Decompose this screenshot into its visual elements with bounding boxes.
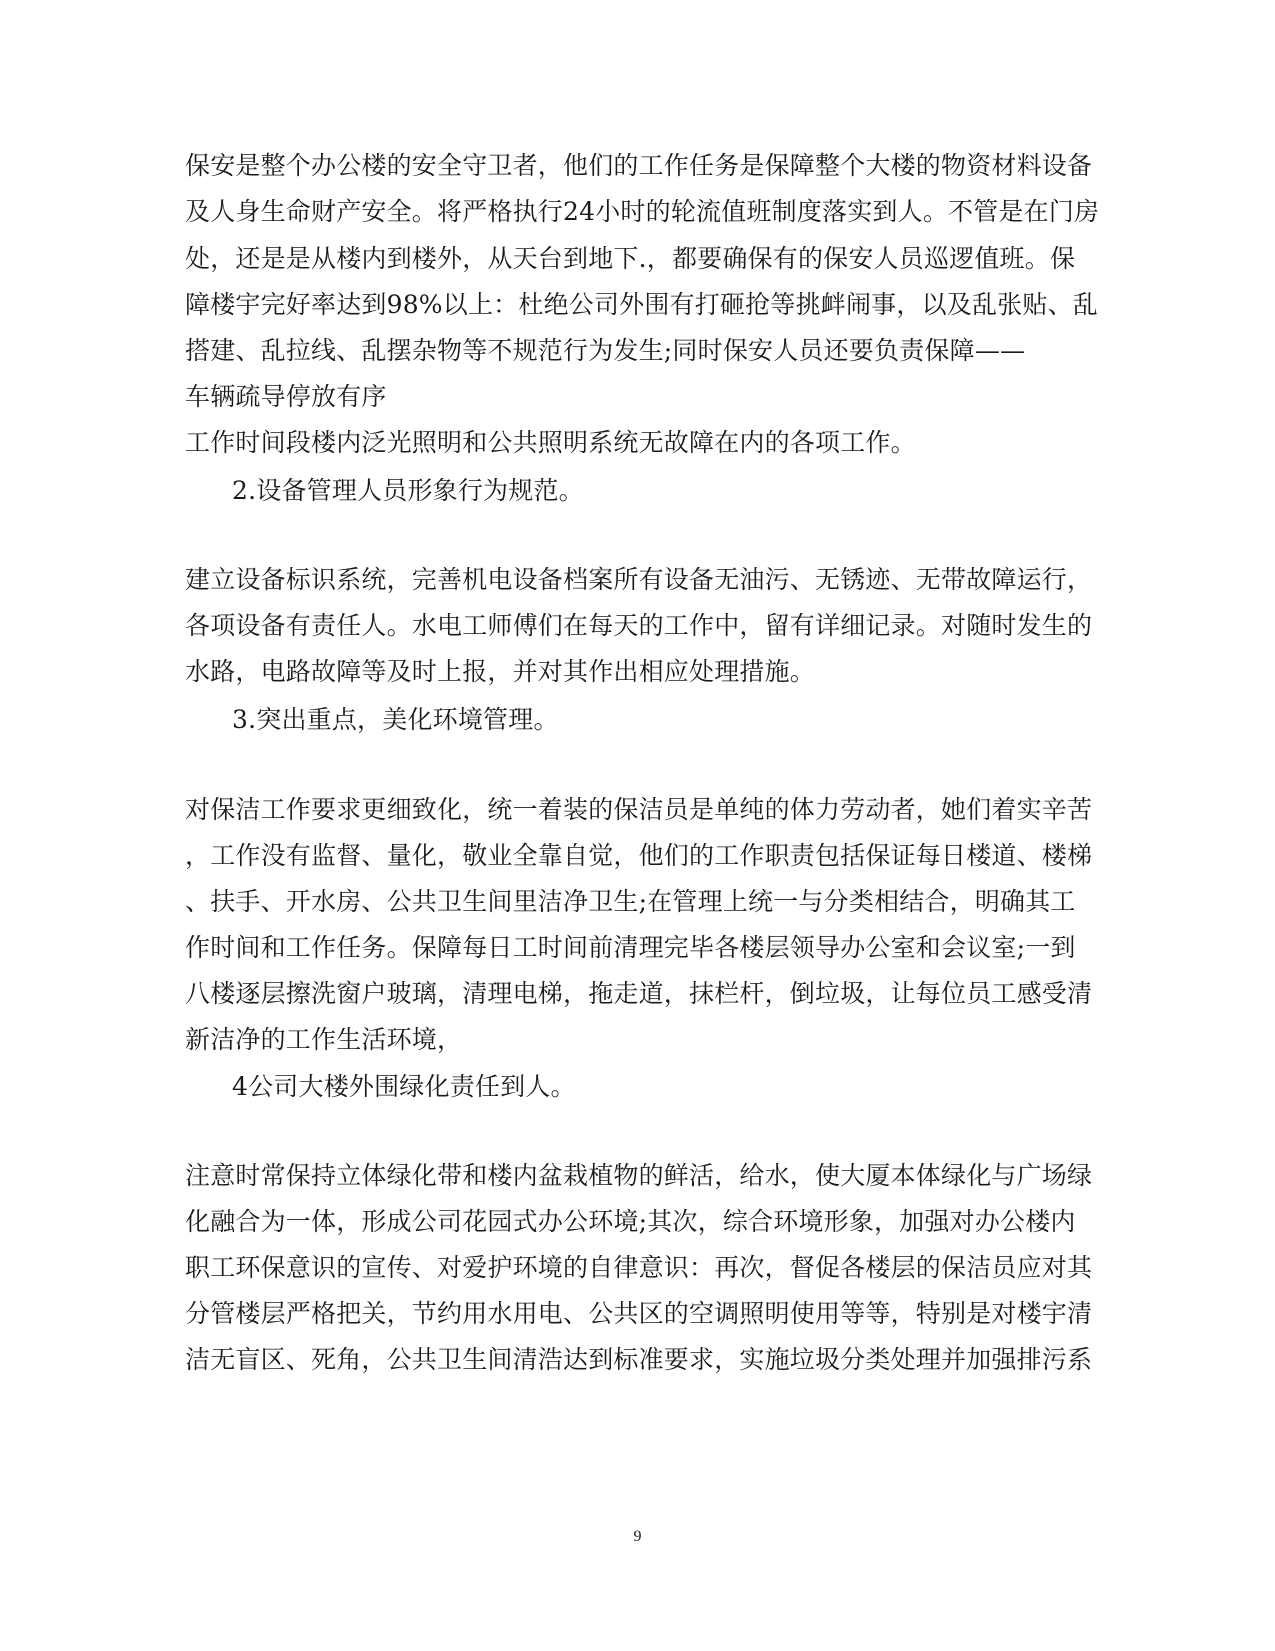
text-line: 保安是整个办公楼的安全守卫者，他们的工作任务是保障整个大楼的物资材料设备 bbox=[185, 151, 1093, 180]
text-line: 新洁净的工作生活环境， bbox=[185, 1025, 463, 1054]
page-number: 9 bbox=[633, 1528, 642, 1545]
text-line: 工作时间段楼内泛光照明和公共照明系统无故障在内的各项工作。 bbox=[185, 428, 916, 457]
text-line: 洁无盲区、死角，公共卫生间清浩达到标准要求，实施垃圾分类处理并加强排污系 bbox=[185, 1345, 1093, 1374]
text-line: ，工作没有监督、量化，敬业全靠自觉，他们的工作职责包括保证每日楼道、楼梯 bbox=[185, 841, 1093, 870]
text-line: 障楼宇完好率达到98%以上：杜绝公司外围有打砸抢等挑衅闹事，以及乱张贴、乱 bbox=[185, 290, 1098, 319]
text-line: 车辆疏导停放有序 bbox=[185, 382, 387, 411]
text-line: 及人身生命财产安全。将严格执行24小时的轮流值班制度落实到人。不管是在门房 bbox=[185, 197, 1100, 226]
text-line: 处，还是是从楼内到楼外，从天台到地下.，都要确保有的保安人员巡逻值班。保 bbox=[185, 244, 1076, 273]
text-line: 、扶手、开水房、公共卫生间里洁净卫生;在管理上统一与分类相结合，明确其工 bbox=[185, 887, 1076, 916]
text-line: 分管楼层严格把关，节约用水用电、公共区的空调照明使用等等，特别是对楼宇清 bbox=[185, 1299, 1093, 1328]
section-heading: 2.设备管理人员形象行为规范。 bbox=[232, 476, 584, 505]
text-line: 注意时常保持立体绿化带和楼内盆栽植物的鲜活，给水，使大厦本体绿化与广场绿 bbox=[185, 1161, 1093, 1190]
section-heading: 3.突出重点，美化环境管理。 bbox=[232, 705, 559, 734]
section-heading: 4公司大楼外围绿化责任到人。 bbox=[232, 1072, 576, 1101]
text-line: 对保洁工作要求更细致化，统一着装的保洁员是单纯的体力劳动者，她们着实辛苦 bbox=[185, 795, 1093, 824]
text-line: 作时间和工作任务。保障每日工时间前清理完毕各楼层领导办公室和会议室;一到 bbox=[185, 933, 1076, 962]
text-line: 搭建、乱拉线、乱摆杂物等不规范行为发生;同时保安人员还要负责保障—— bbox=[185, 336, 1026, 365]
text-line: 职工环保意识的宣传、对爱护环境的自律意识：再次，督促各楼层的保洁员应对其 bbox=[185, 1253, 1093, 1282]
text-line: 化融合为一体，形成公司花园式办公环境;其次，综合环境形象，加强对办公楼内 bbox=[185, 1207, 1076, 1236]
text-line: 建立设备标识系统，完善机电设备档案所有设备无油污、无锈迹、无带故障运行， bbox=[185, 565, 1093, 594]
text-line: 八楼逐层擦洗窗户玻璃，清理电梯，拖走道，抹栏杆，倒垃圾，让每位员工感受清 bbox=[185, 979, 1093, 1008]
text-line: 各项设备有责任人。水电工师傅们在每天的工作中，留有详细记录。对随时发生的 bbox=[185, 611, 1093, 640]
text-line: 水路，电路故障等及时上报，并对其作出相应处理措施。 bbox=[185, 657, 816, 686]
